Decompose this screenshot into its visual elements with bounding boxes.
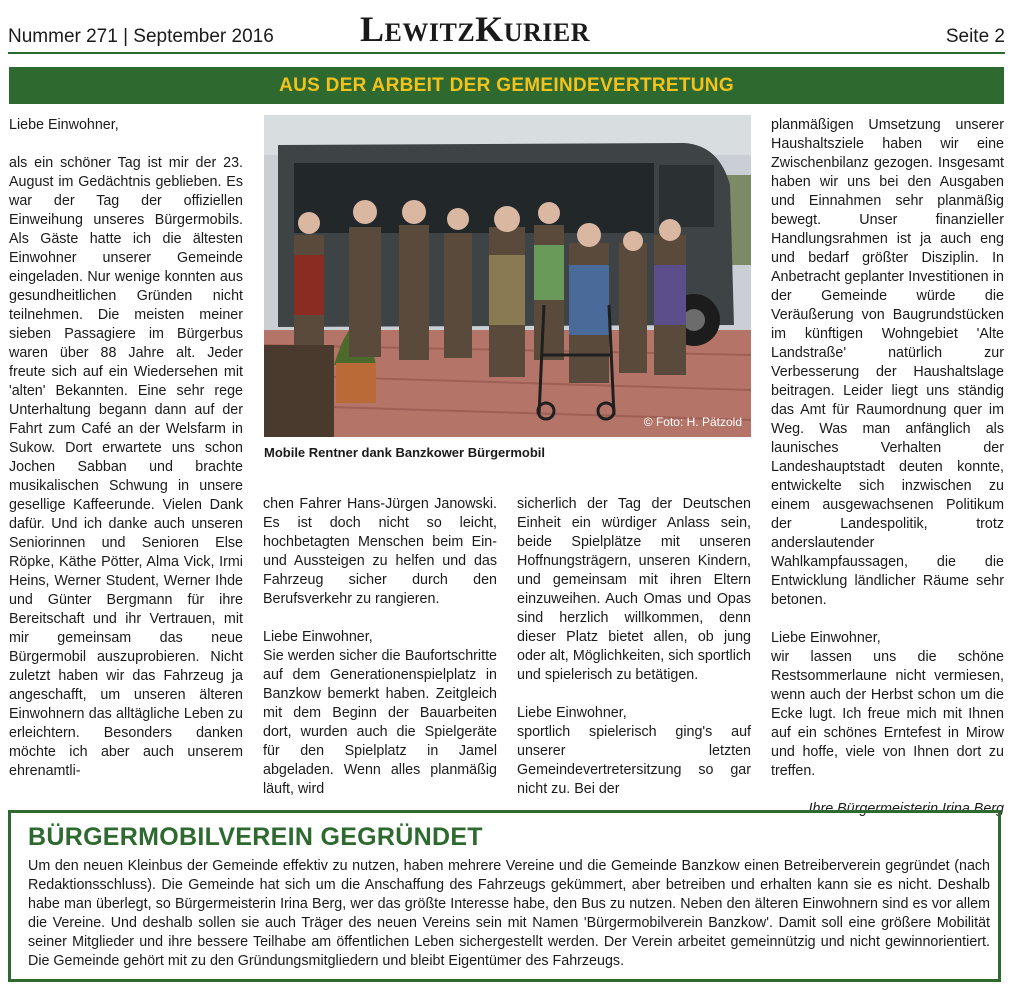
- title-part-urier: URIER: [503, 18, 590, 47]
- title-initial-l: L: [360, 9, 385, 49]
- paragraph: wir lassen uns die schöne Restsommerlaune nicht vermiesen, wenn auch der Herbst schon um die Ecke lugt. Ich freue mich mit Ihnen auf ein schönes Erntefest in Mirow und hoffe, viele von Ihnen dort zu treffen.: [771, 649, 1004, 779]
- title-part-ewitz: EWITZ: [384, 18, 476, 47]
- title-initial-k: K: [475, 9, 504, 49]
- photo-illustration: [264, 115, 751, 437]
- article-photo: [264, 115, 751, 437]
- article-column-4: [771, 116, 1004, 819]
- newspaper-title: [360, 8, 590, 50]
- salutation: Liebe Einwohner,: [263, 629, 373, 645]
- paragraph: Sie werden sicher die Baufortschritte auf dem Generationenspielplatz in Banzkow bemerkt haben. Zeitgleich mit dem Beginn der Bauarbeiten dort, wurden auch die Spielgeräte für den Spielplatz in Jamel abgeladen. Wenn alles planmäßig läuft, wird: [263, 648, 497, 797]
- article-column-1: [9, 116, 243, 781]
- salutation: Liebe Einwohner,: [771, 630, 881, 646]
- photo-caption: Mobile Rentner dank Banzkower Bürgermobil: [264, 445, 545, 460]
- box-headline: BÜRGERMOBILVEREIN GEGRÜNDET: [28, 823, 483, 851]
- header-divider: [8, 52, 1005, 54]
- photo-credit: © Foto: H. Pätzold: [643, 415, 742, 429]
- salutation: Liebe Einwohner,: [517, 705, 627, 721]
- signature: Ihre Bürgermeisterin Irina Berg: [808, 801, 1004, 817]
- issue-info: Nummer 271 | September 2016: [8, 26, 274, 47]
- paragraph: sicherlich der Tag der Deutschen Einheit ein würdiger Anlass sein, beide Spielplätze mit unseren Hoffnungsträgern, unseren Kindern, und gemeinsam mit ihren Eltern einzuweihen. Auch Omas und Opas sind herzlich willkommen, denn dieser Platz bietet allen, ob jung oder alt, Möglichkeiten, sich sportlich und spielerisch zu betätigen.: [517, 496, 751, 683]
- section-banner: AUS DER ARBEIT DER GEMEINDEVERTRETUNG: [9, 67, 1004, 104]
- paragraph: chen Fahrer Hans-Jürgen Janowski. Es ist doch nicht so leicht, hochbetagten Menschen beim Ein- und Aussteigen zu helfen und das Fahrzeug sicher durch den Berufsverkehr zu rangieren.: [263, 496, 497, 607]
- box-body: Um den neuen Kleinbus der Gemeinde effektiv zu nutzen, haben mehrere Vereine und die Gemeinde Banzkow einen Betreiberverein gegründet (nach Redaktionsschluss). Die Gemeinde hat sich um die Anschaffung des Fahrzeugs gekümmert, aber betreiben und erhalten kann sie es nicht. Deshalb habe man überlegt, so Bürgermeisterin Irina Berg, wer das größte Interesse habe, den Bus zu nutzen. Neben den älteren Einwohnern sind es vor allem die Vereine. Und deshalb sollen sie auch Träger des neuen Vereins sein mit Namen 'Bürgermobilverein Banzkow'. Damit soll eine größere Mobilität seiner Mitglieder und ihre bessere Teilhabe am öffentlichen Leben sichergestellt werden. Der Verein arbeitet gemeinnützig und nicht gewinnorientiert. Die Gemeinde gehört mit zu den Gründungsmitgliedern und bleibt Eigentümer des Fahrzeugs.: [28, 858, 990, 969]
- page-number: Seite 2: [945, 26, 1005, 47]
- article-column-3: [517, 495, 751, 799]
- salutation: Liebe Einwohner,: [9, 117, 119, 133]
- article-column-2: [263, 495, 497, 799]
- paragraph: als ein schöner Tag ist mir der 23. August im Gedächtnis geblieben. Es war der Tag der offiziellen Einweihung unseres Bürgermobils. Als Gäste hatte ich die ältesten Einwohner unserer Gemeinde eingeladen. Nur wenige konnten aus gesundheitlichen Gründen nicht teilnehmen. Die meisten meiner sieben Passagiere im Bürgerbus waren über 88 Jahre alt. Jeder freute sich auf ein Wiedersehen mit 'alten' Bekannten. Eine sehr rege Unterhaltung begann dann auf der Fahrt zum Café an der Welsfarm in Sukow. Dort erwartete uns schon Jochen Sabban und brachte musikalischen Schwung in unsere gesellige Kaffeerunde. Vielen Dank dafür. Und ich danke auch unseren Seniorinnen und Senioren Else Röpke, Käthe Pötter, Alma Vick, Irmi Heins, Werner Student, Werner Ihde und Günter Bergmann für ihre Bereitschaft und ihr Vertrauen, mit mir gemeinsam das neue Bürgermobil auszuprobieren. Nicht zuletzt haben wir das Fahrzeug ja angeschafft, um unseren älteren Einwohnern das alltägliche Leben zu erleichtern. Besonders danken möchte ich aber auch unserem ehrenamtli-: [9, 155, 243, 779]
- paragraph: sportlich spielerisch ging's auf unserer letzten Gemeindevertretersitzung so gar nicht zu. Bei der: [517, 724, 751, 797]
- paragraph: planmäßigen Umsetzung unserer Haushaltsziele haben wir eine Zwischenbilanz gezogen. Insgesamt haben wir uns bei den Ausgaben und Einnahmen sehr planmäßig bewegt. Unser finanzieller Handlungsrahmen ist ja auch eng und bedarf größter Disziplin. In Anbetracht geplanter Investitionen in der Gemeinde würde die Veräußerung von Baugrundstücken im künftigen Wohngebiet 'Alte Landstraße' natürlich zur Verbesserung der Haushaltslage beitragen. Leider liegt uns ständig das Amt für Raumordnung quer im Weg. Was man anfänglich als launisches Verhalten der Landeshauptstadt deuten konnte, entwickelte sich inzwischen zu einem ausgewachsenen Politikum der Landespolitik, trotz anderslautender Wahlkampfaussagen, die die Entwicklung ländlicher Räume sehr betonen.: [771, 117, 1004, 608]
